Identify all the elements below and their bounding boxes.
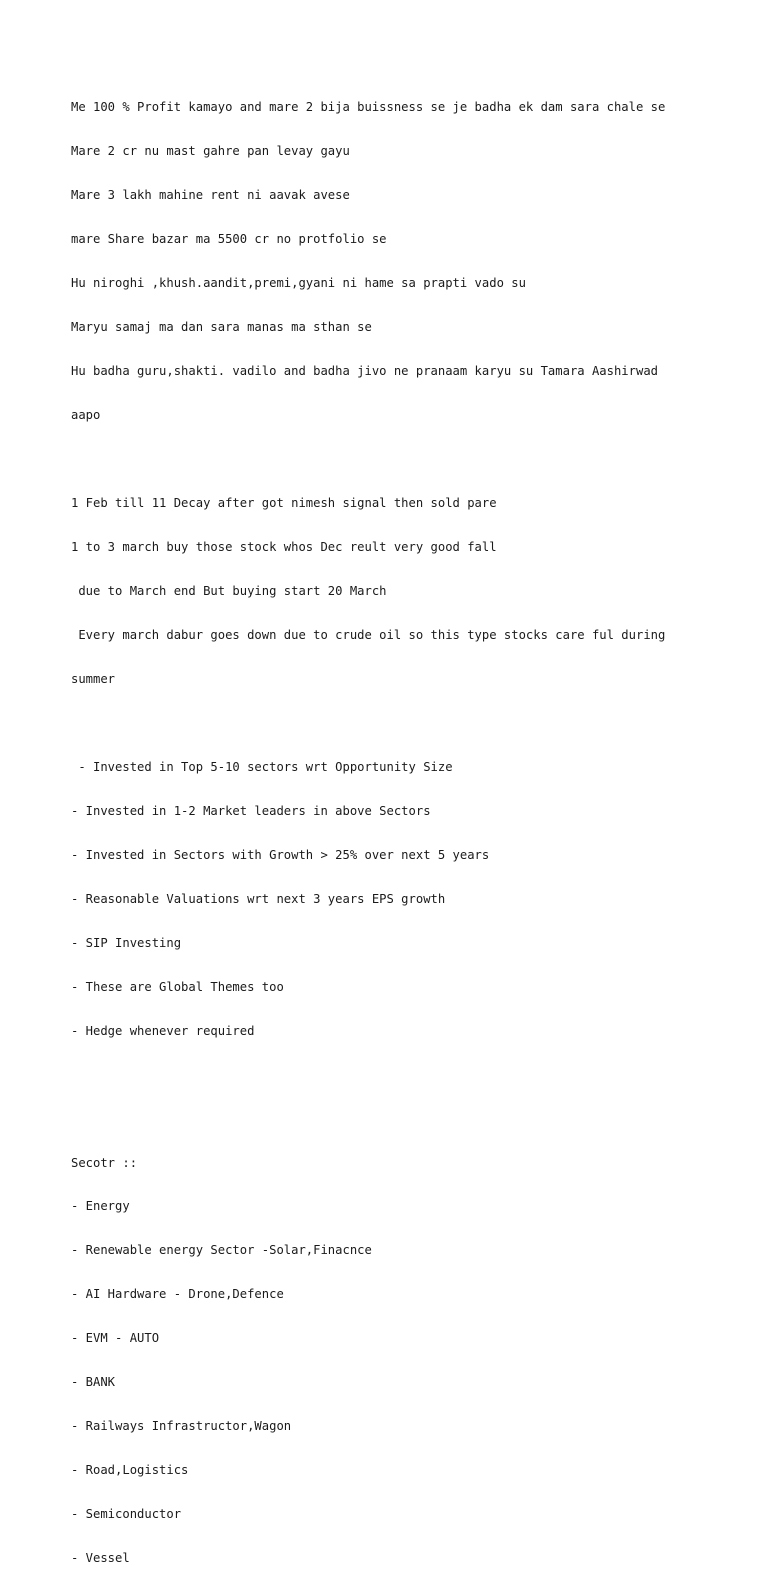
text-line: Every march dabur goes down due to crude oil so this type stocks care ful during — [71, 627, 666, 642]
list-item: - Semiconductor — [71, 1507, 182, 1522]
list-item: - EVM - AUTO — [71, 1331, 160, 1346]
list-item: - Energy — [71, 1199, 130, 1214]
text-line: mare Share bazar ma 5500 cr no protfolio se — [71, 232, 387, 247]
list-item: - Invested in Sectors with Growth > 25% over next 5 years — [71, 847, 490, 862]
list-item: - SIP Investing — [71, 935, 182, 950]
list-item: - These are Global Themes too — [71, 979, 284, 994]
text-line: due to March end But buying start 20 March — [71, 583, 387, 598]
text-line: Mare 3 lakh mahine rent ni aavak avese — [71, 188, 350, 203]
text-line: 1 Feb till 11 Decay after got nimesh signal then sold pare — [71, 496, 497, 511]
text-line: Mare 2 cr nu mast gahre pan levay gayu — [71, 144, 350, 159]
blank-line — [71, 452, 711, 467]
text-line: Hu niroghi ,khush.aandit,premi,gyani ni hame sa prapti vado su — [71, 276, 526, 291]
list-item: - Reasonable Valuations wrt next 3 years EPS growth — [71, 891, 446, 906]
blank-line — [71, 716, 711, 731]
text-line: Maryu samaj ma dan sara manas ma sthan se — [71, 320, 372, 335]
list-item: - Hedge whenever required — [71, 1023, 255, 1038]
text-line: aapo — [71, 408, 101, 423]
list-item: - Road,Logistics — [71, 1463, 189, 1478]
blank-line — [71, 1112, 711, 1127]
blank-line — [71, 1068, 711, 1083]
text-line: summer — [71, 671, 116, 686]
list-item: - AI Hardware - Drone,Defence — [71, 1287, 284, 1302]
section-heading: Secotr :: — [71, 1155, 138, 1170]
list-item: - Invested in Top 5-10 sectors wrt Opportunity Size — [71, 759, 453, 774]
list-item: - Railways Infrastructor,Wagon — [71, 1419, 292, 1434]
list-item: - BANK — [71, 1375, 116, 1390]
document-text — [71, 71, 711, 1595]
text-line: Me 100 % Profit kamayo and mare 2 bija buissness se je badha ek dam sara chale se — [71, 100, 666, 115]
text-line: Hu badha guru,shakti. vadilo and badha jivo ne pranaam karyu su Tamara Aashirwad — [71, 364, 658, 379]
list-item: - Renewable energy Sector -Solar,Finacnce — [71, 1243, 372, 1258]
list-item: - Vessel — [71, 1551, 130, 1566]
list-item: - Invested in 1-2 Market leaders in above Sectors — [71, 803, 431, 818]
text-line: 1 to 3 march buy those stock whos Dec reult very good fall — [71, 539, 497, 554]
